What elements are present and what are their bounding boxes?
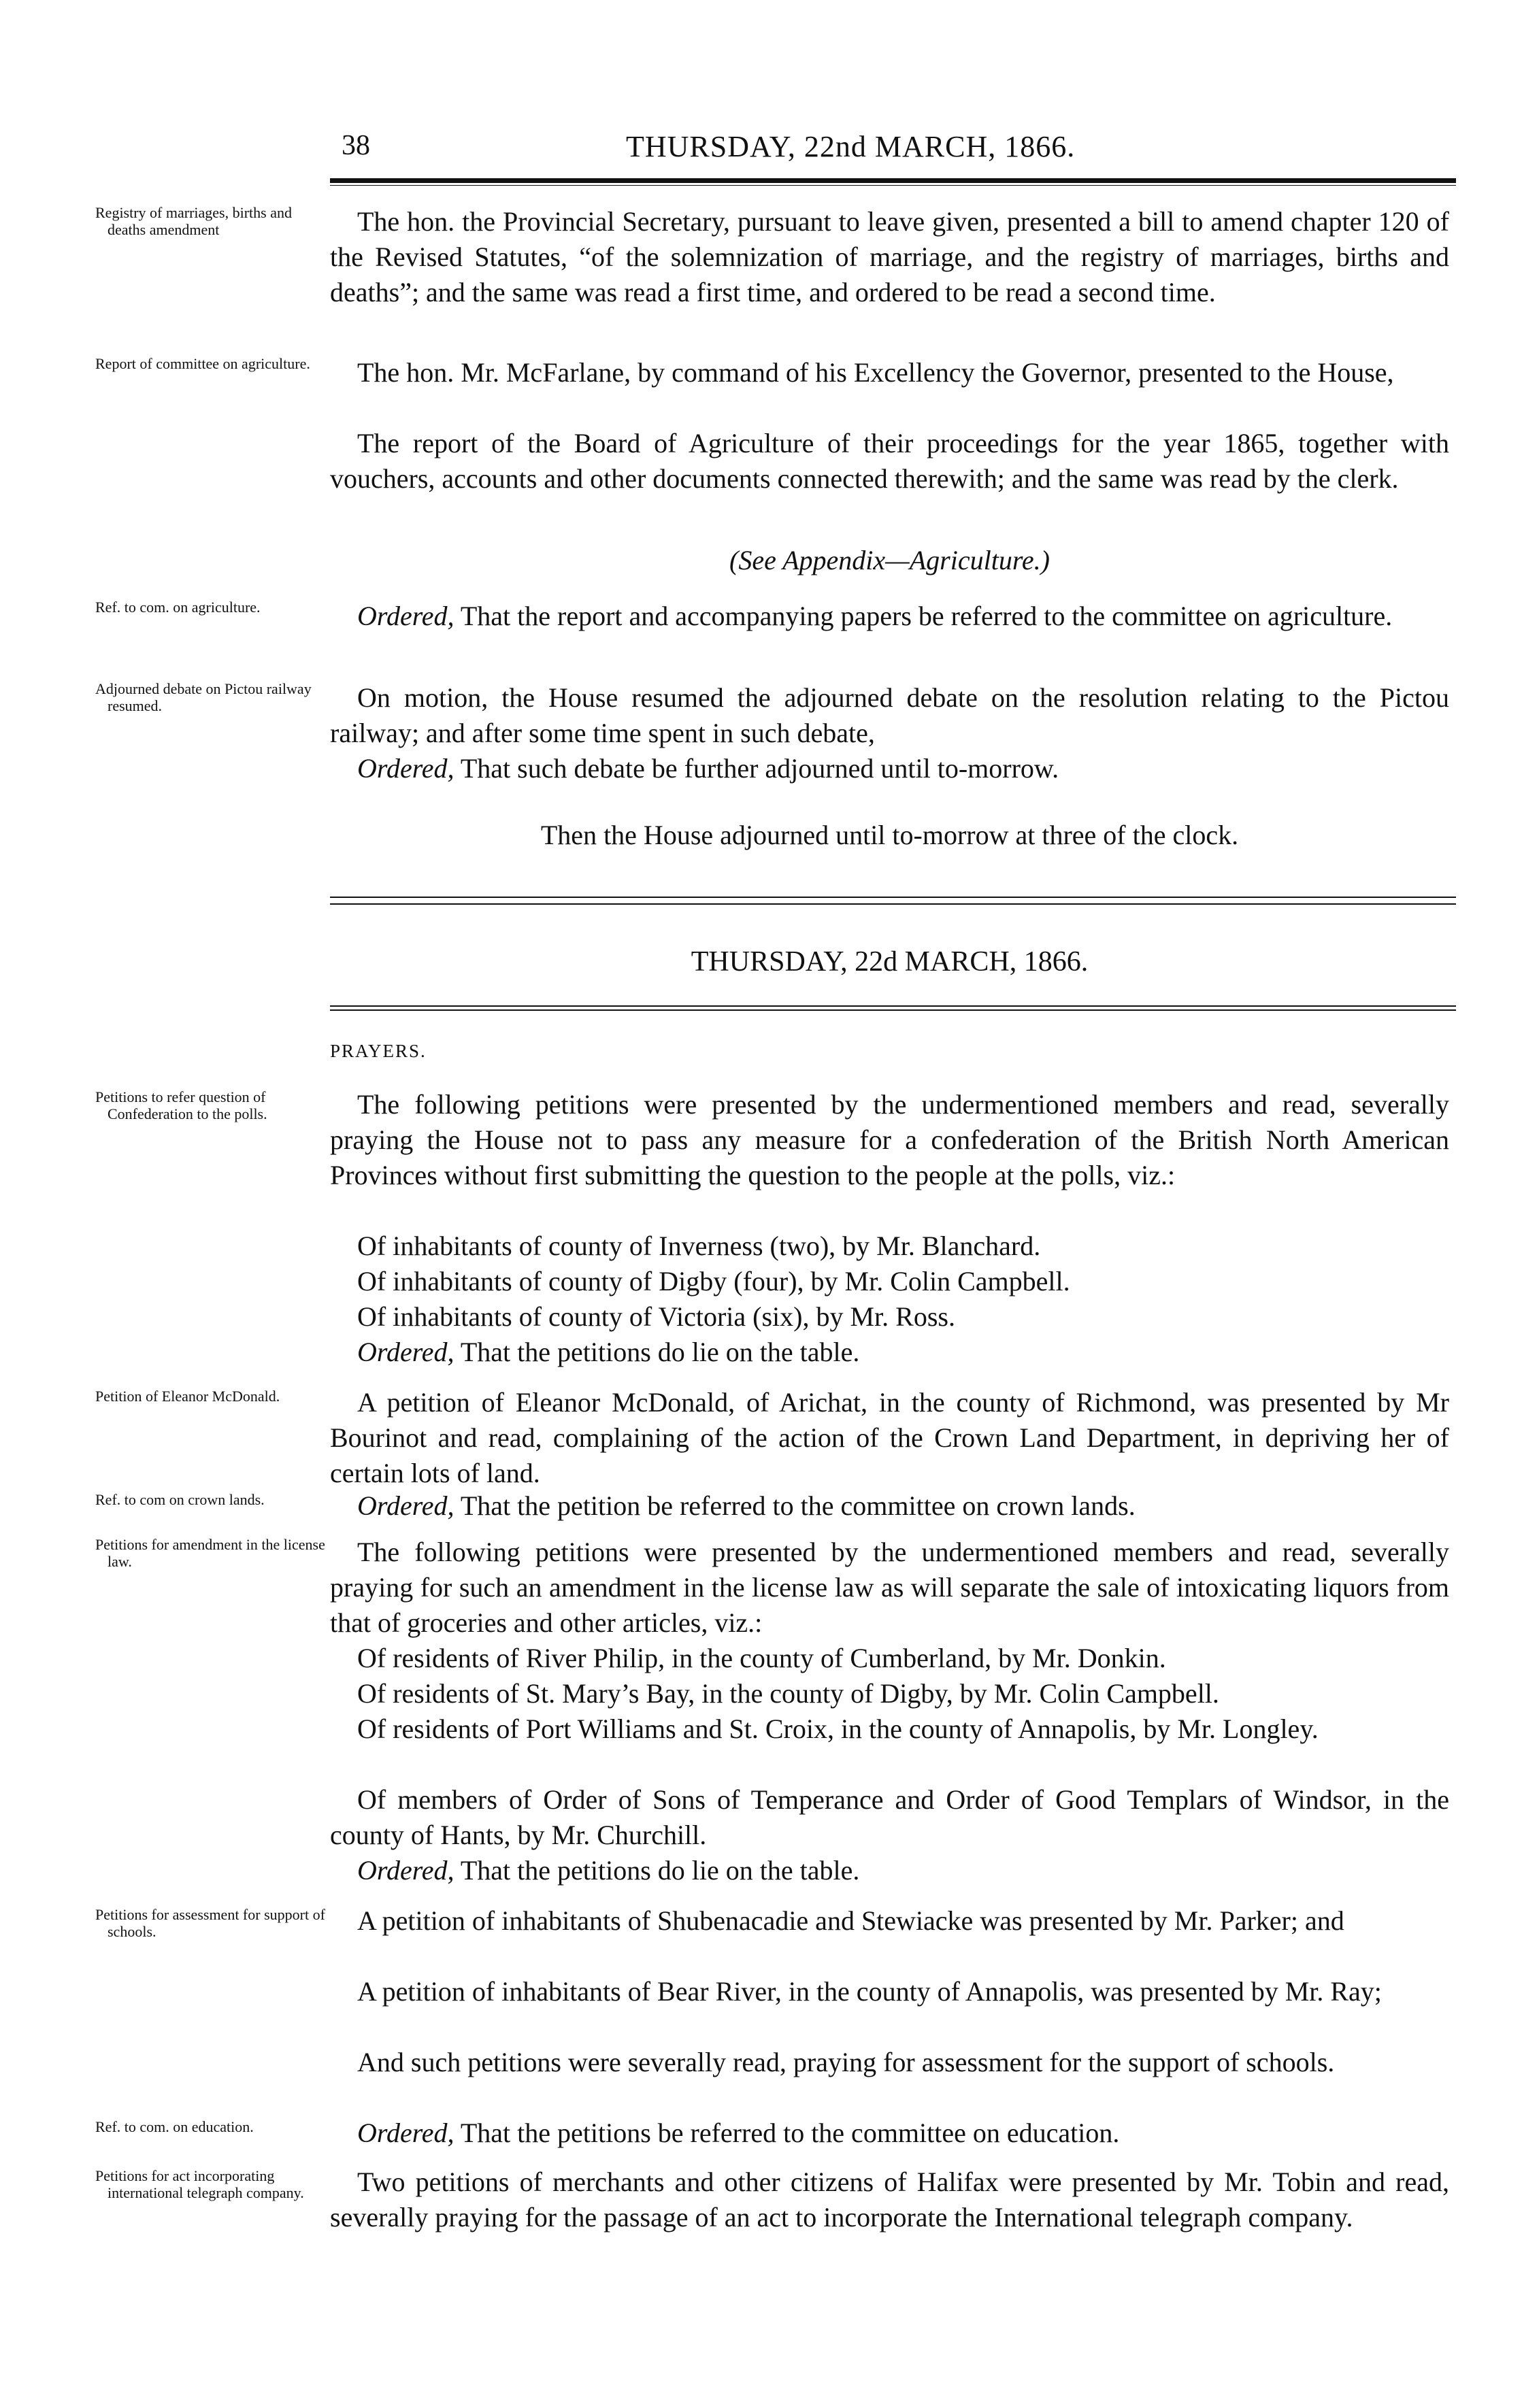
- list-item: Of inhabitants of county of Inverness (two), by Mr. Blanchard.: [357, 1231, 1041, 1261]
- paragraph-agriculture-report: The report of the Board of Agriculture of their proceedings for the year 1865, together with vouchers, accounts and other documents connected therewith; and the same was read by the clerk.: [330, 428, 1449, 494]
- ordered-word: Ordered,: [357, 753, 454, 784]
- margin-note-registry: Registry of marriages, births and deaths amendment: [95, 204, 292, 238]
- margin-note-ref-agriculture: Ref. to com. on agriculture.: [95, 599, 261, 616]
- paragraph-registry-bill: The hon. the Provincial Secretary, pursuant to leave given, presented a bill to amend chapter 120 of the Revised Statutes, “of the solemnization of marriage, and the registry of marriages, births and deaths”; and the same was read a first time, and ordered to be read a second time.: [330, 206, 1449, 307]
- margin-note-license-law: Petitions for amendment in the license law.: [95, 1536, 325, 1570]
- list-item: Of inhabitants of county of Victoria (six), by Mr. Ross.: [357, 1301, 955, 1332]
- list-item: Of residents of River Philip, in the county of Cumberland, by Mr. Donkin.: [357, 1643, 1166, 1673]
- paragraph-shubenacadie-petition: A petition of inhabitants of Shubenacadie and Stewiacke was presented by Mr. Parker; and: [357, 1905, 1344, 1936]
- title-rule: [330, 1005, 1456, 1011]
- paragraph-mcdonald-petition: A petition of Eleanor McDonald, of Arichat, in the county of Richmond, was presented by Mr Bourinot and read, complaining of the action of the Crown Land Department, in depriving her of certain lots of land.: [330, 1387, 1449, 1488]
- paragraph-ref-agriculture: [330, 599, 1449, 634]
- running-title: THURSDAY, 22nd MARCH, 1866.: [626, 130, 1076, 163]
- margin-note-ref-crown-lands: Ref. to com on crown lands.: [95, 1491, 265, 1508]
- paragraph-confederation-petitions: The following petitions were presented by the undermentioned members and read, severally praying the House not to pass any measure for a confederation of the British North American Provinces without first submitting the question to the people at the polls, viz.:: [330, 1089, 1449, 1190]
- margin-note-schools: Petitions for assessment for support of schools.: [95, 1906, 325, 1940]
- list-item: Of residents of Port Williams and St. Croix, in the county of Annapolis, by Mr. Longley.: [357, 1713, 1319, 1744]
- ordered-word: Ordered,: [357, 1855, 454, 1886]
- paragraph-lie-on-table: [330, 1853, 1449, 1888]
- paragraph-bear-river-petition: A petition of inhabitants of Bear River, in the county of Annapolis, was presented by Mr. Ray;: [357, 1976, 1382, 2007]
- ordered-word: Ordered,: [357, 2118, 454, 2148]
- paragraph-ref-education: [330, 2116, 1449, 2151]
- ordered-text: That the report and accompanying papers be referred to the committee on agriculture.: [454, 601, 1393, 631]
- paragraph-license-petitions: The following petitions were presented by the undermentioned members and read, severally praying for such an amendment in the license law as will separate the sale of intoxicating liquors from that of groceries and other articles, viz.:: [330, 1537, 1449, 1638]
- margin-note-confederation: Petitions to refer question of Confederation to the polls.: [95, 1088, 267, 1122]
- margin-note-agriculture-report: Report of committee on agriculture.: [95, 355, 310, 372]
- section-divider: [330, 897, 1456, 905]
- adjourn-line: Then the House adjourned until to-morrow at three of the clock.: [540, 820, 1239, 850]
- paragraph-mcfarlane: The hon. Mr. McFarlane, by command of his Excellency the Governor, presented to the House,: [357, 357, 1394, 388]
- ordered-text: That the petition be referred to the committee on crown lands.: [454, 1490, 1136, 1521]
- paragraph-debate-adjourned: [330, 751, 1449, 786]
- appendix-reference: (See Appendix—Agriculture.): [729, 545, 1050, 575]
- list-item: Of inhabitants of county of Digby (four), by Mr. Colin Campbell.: [357, 1266, 1070, 1297]
- margin-note-mcdonald: Petition of Eleanor McDonald.: [95, 1388, 280, 1405]
- section-title: THURSDAY, 22d MARCH, 1866.: [691, 946, 1089, 977]
- paragraph-schools-read: And such petitions were severally read, praying for assessment for the support of schools.: [357, 2047, 1335, 2077]
- ordered-word: Ordered,: [357, 1490, 454, 1521]
- margin-note-ref-education: Ref. to com. on education.: [95, 2118, 254, 2135]
- paragraph-lie-on-table: [330, 1335, 1449, 1370]
- ordered-text: That the petitions do lie on the table.: [454, 1337, 860, 1367]
- ordered-word: Ordered,: [357, 601, 454, 631]
- prayers-heading: PRAYERS.: [330, 1041, 427, 1061]
- paragraph-telegraph-petitions: Two petitions of merchants and other citizens of Halifax were presented by Mr. Tobin and read, severally praying for the passage of an act to incorporate the International telegraph company.: [330, 2167, 1449, 2233]
- list-item: Of members of Order of Sons of Temperance and Order of Good Templars of Windsor, in the county of Hants, by Mr. Churchill.: [330, 1784, 1449, 1850]
- ordered-text: That such debate be further adjourned until to-morrow.: [454, 753, 1059, 784]
- page-header: [313, 129, 1456, 177]
- paragraph-ref-crown-lands: [330, 1488, 1449, 1524]
- paragraph-pictou-debate: On motion, the House resumed the adjourned debate on the resolution relating to the Pictou railway; and after some time spent in such debate,: [330, 682, 1449, 748]
- ordered-word: Ordered,: [357, 1337, 454, 1367]
- page-number: 38: [342, 130, 370, 161]
- ordered-text: That the petitions be referred to the committee on education.: [454, 2118, 1120, 2148]
- header-rule: [330, 178, 1456, 186]
- ordered-text: That the petitions do lie on the table.: [454, 1855, 860, 1886]
- list-item: Of residents of St. Mary’s Bay, in the county of Digby, by Mr. Colin Campbell.: [357, 1678, 1219, 1709]
- margin-note-telegraph: Petitions for act incorporating international telegraph company.: [95, 2167, 304, 2201]
- margin-note-pictou-railway: Adjourned debate on Pictou railway resumed.: [95, 680, 312, 714]
